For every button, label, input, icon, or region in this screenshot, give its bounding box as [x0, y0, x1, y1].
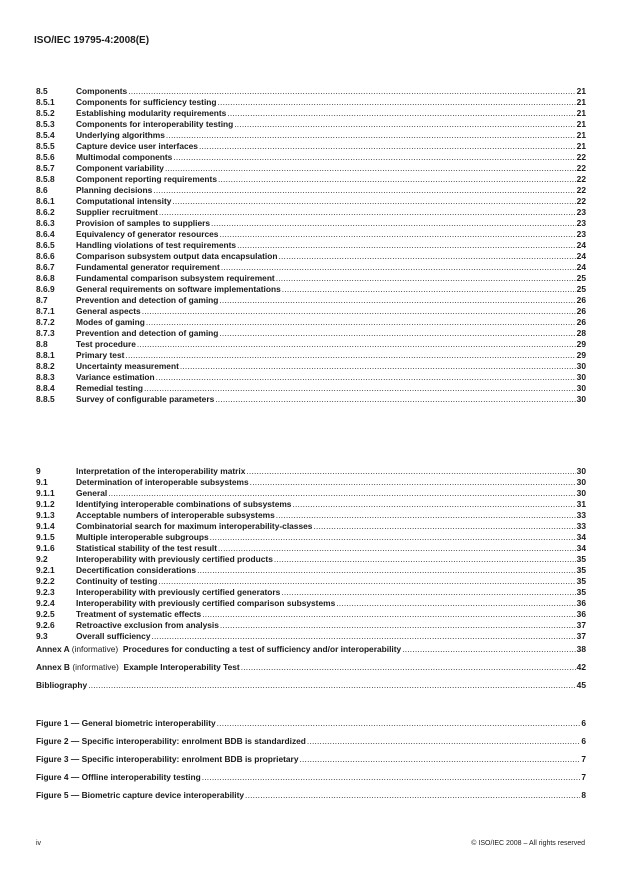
toc-entry[interactable] — [36, 218, 586, 229]
figure-title: Figure 4 — Offline interoperability testing — [36, 772, 201, 782]
copyright-notice: © ISO/IEC 2008 – All rights reserved — [471, 840, 585, 847]
toc-annex-entry[interactable] — [36, 640, 586, 658]
dot-leader — [274, 554, 576, 565]
dot-leader — [202, 609, 575, 620]
figure-title: Figure 3 — Specific interoperability: enrolment BDB is proprietary — [36, 754, 299, 764]
section-title: Fundamental comparison subsystem requirement — [76, 273, 275, 283]
section-title: Component variability — [76, 163, 164, 173]
dot-leader — [276, 273, 576, 284]
section-number: 8.7.3 — [36, 328, 55, 338]
toc-entry[interactable] — [36, 295, 586, 306]
section-title: Statistical stability of the test result — [76, 543, 218, 553]
page-number: 33 — [576, 510, 586, 520]
section-title: Identifying interoperable combinations of subsystems — [76, 499, 292, 509]
figure-entry[interactable] — [36, 714, 586, 732]
section-title: Interpretation of the interoperability matrix — [76, 466, 246, 476]
page-number: 36 — [576, 609, 586, 619]
page-number: 23 — [576, 229, 586, 239]
dot-leader — [218, 174, 576, 185]
page-number: 22 — [576, 152, 586, 162]
section-title: Prevention and detection of gaming — [76, 328, 219, 338]
dot-leader — [227, 108, 575, 119]
section-number: 9.2.1 — [36, 565, 55, 575]
section-title: Handling violations of test requirements — [76, 240, 237, 250]
section-number: 8.6.5 — [36, 240, 55, 250]
annex-title — [36, 640, 401, 658]
dot-leader — [217, 714, 581, 732]
section-number: 8.5.1 — [36, 97, 55, 107]
section-title: Decertification considerations — [76, 565, 197, 575]
section-title: Interoperability with previously certified comparison subsystems — [76, 598, 336, 608]
dot-leader — [88, 676, 575, 694]
section-number: 8.8.2 — [36, 361, 55, 371]
dot-leader — [218, 97, 576, 108]
page-number: 22 — [576, 174, 586, 184]
annex-label: Bibliography — [36, 680, 88, 690]
dot-leader — [166, 130, 576, 141]
toc-entry[interactable] — [36, 609, 586, 620]
document-header: ISO/IEC 19795-4:2008(E) — [34, 35, 150, 46]
figure-title: Figure 5 — Biometric capture device interoperability — [36, 790, 245, 800]
page-number: 21 — [576, 141, 586, 151]
section-title: Interoperability with previously certified products — [76, 554, 273, 564]
toc-entry[interactable] — [36, 339, 586, 350]
annex-title — [36, 676, 87, 694]
section-number: 9.1.1 — [36, 488, 55, 498]
toc-section-8 — [36, 86, 586, 405]
dot-leader — [125, 350, 575, 361]
section-title: General — [76, 488, 108, 498]
section-number: 9.1.3 — [36, 510, 55, 520]
section-number: 8.5.3 — [36, 119, 55, 129]
toc-entry[interactable] — [36, 97, 586, 108]
toc-entry[interactable] — [36, 207, 586, 218]
dot-leader — [221, 262, 576, 273]
section-number: 8.6.2 — [36, 207, 55, 217]
figure-entry[interactable] — [36, 732, 586, 750]
figure-title: Figure 2 — Specific interoperability: enrolment BDB is standardized — [36, 736, 306, 746]
toc-entry[interactable] — [36, 499, 586, 510]
toc-entry[interactable] — [36, 108, 586, 119]
toc-entry[interactable] — [36, 565, 586, 576]
section-number: 9.1 — [36, 477, 48, 487]
section-number: 8.8.1 — [36, 350, 55, 360]
page-number: 6 — [581, 736, 586, 746]
page-number: 35 — [576, 576, 586, 586]
figure-entry[interactable] — [36, 750, 586, 768]
toc-entry[interactable] — [36, 306, 586, 317]
dot-leader — [219, 328, 575, 339]
toc-entry[interactable] — [36, 466, 586, 477]
toc-annex-entry[interactable] — [36, 676, 586, 694]
dot-leader — [172, 196, 575, 207]
section-title: Uncertainty measurement — [76, 361, 179, 371]
page-number: 7 — [581, 754, 586, 764]
toc-entry[interactable] — [36, 130, 586, 141]
section-title: Establishing modularity requirements — [76, 108, 227, 118]
annex-name: Example Interoperability Test — [123, 662, 240, 672]
page-number: 7 — [581, 772, 586, 782]
toc-entry[interactable] — [36, 620, 586, 631]
page-number: iv — [36, 840, 42, 847]
section-title: Components for sufficiency testing — [76, 97, 217, 107]
annex-label: Annex A — [36, 644, 70, 654]
toc-section-9 — [36, 466, 586, 642]
page-number: 34 — [576, 532, 586, 542]
section-title: Combinatorial search for maximum interoperability-classes — [76, 521, 313, 531]
toc-entry[interactable] — [36, 251, 586, 262]
dot-leader — [241, 658, 576, 676]
section-number: 9.1.6 — [36, 543, 55, 553]
section-title: Primary test — [76, 350, 125, 360]
section-title: Overall sufficiency — [76, 631, 151, 641]
section-number: 9.2.2 — [36, 576, 55, 586]
section-title: Supplier recruitment — [76, 207, 158, 217]
page-number: 36 — [576, 598, 586, 608]
toc-entry[interactable] — [36, 521, 586, 532]
dot-leader — [282, 284, 576, 295]
dot-leader — [218, 543, 576, 554]
page-number: 25 — [576, 284, 586, 294]
dot-leader — [210, 532, 576, 543]
toc-entry[interactable] — [36, 510, 586, 521]
section-number: 9.2.4 — [36, 598, 55, 608]
dot-leader — [219, 229, 575, 240]
toc-entry[interactable] — [36, 273, 586, 284]
dot-leader — [245, 786, 580, 804]
toc-entry[interactable] — [36, 488, 586, 499]
section-title: Components — [76, 86, 128, 96]
dot-leader — [144, 383, 576, 394]
section-title: Continuity of testing — [76, 576, 158, 586]
dot-leader — [313, 521, 575, 532]
page-number: 45 — [576, 680, 586, 690]
section-title: Planning decisions — [76, 185, 153, 195]
toc-entry[interactable] — [36, 587, 586, 598]
page-number: 38 — [576, 644, 586, 654]
page-number: 21 — [576, 108, 586, 118]
section-title: Variance estimation — [76, 372, 155, 382]
section-title: Multiple interoperable subgroups — [76, 532, 209, 542]
section-number: 8.6.3 — [36, 218, 55, 228]
toc-entry[interactable] — [36, 598, 586, 609]
section-title: Survey of configurable parameters — [76, 394, 215, 404]
dot-leader — [307, 732, 580, 750]
section-title: Computational intensity — [76, 196, 172, 206]
page-number: 33 — [576, 521, 586, 531]
dot-leader — [199, 141, 576, 152]
section-title: Multimodal components — [76, 152, 173, 162]
dot-leader — [299, 750, 580, 768]
annex-title — [36, 658, 240, 676]
dot-leader — [202, 768, 581, 786]
section-number: 9.1.5 — [36, 532, 55, 542]
page-number: 23 — [576, 218, 586, 228]
section-number: 9 — [36, 466, 41, 476]
toc-entry[interactable] — [36, 394, 586, 405]
page-number: 22 — [576, 196, 586, 206]
dot-leader — [165, 163, 576, 174]
toc-entry[interactable] — [36, 372, 586, 383]
page-number: 37 — [576, 620, 586, 630]
toc-entry[interactable] — [36, 317, 586, 328]
section-title: Underlying algorithms — [76, 130, 165, 140]
page-number: 26 — [576, 317, 586, 327]
toc-entry[interactable] — [36, 196, 586, 207]
page-number: 30 — [576, 466, 586, 476]
toc-entry[interactable] — [36, 152, 586, 163]
dot-leader — [220, 620, 576, 631]
section-title: Acceptable numbers of interoperable subsystems — [76, 510, 275, 520]
dot-leader — [159, 207, 576, 218]
page-number: 23 — [576, 207, 586, 217]
page-number: 29 — [576, 339, 586, 349]
section-number: 9.2.5 — [36, 609, 55, 619]
toc-entry[interactable] — [36, 350, 586, 361]
dot-leader — [237, 240, 576, 251]
section-number: 8.6 — [36, 185, 48, 195]
section-number: 8.6.9 — [36, 284, 55, 294]
page-number: 35 — [576, 587, 586, 597]
page-number: 28 — [576, 328, 586, 338]
page-number: 21 — [576, 130, 586, 140]
page-number: 22 — [576, 185, 586, 195]
section-title: Modes of gaming — [76, 317, 145, 327]
toc-entry[interactable] — [36, 383, 586, 394]
dot-leader — [402, 640, 575, 658]
page-number: 30 — [576, 383, 586, 393]
toc-entry[interactable] — [36, 543, 586, 554]
section-number: 8.6.8 — [36, 273, 55, 283]
section-number: 9.1.4 — [36, 521, 55, 531]
page-number: 26 — [576, 306, 586, 316]
dot-leader — [128, 86, 575, 97]
dot-leader — [279, 251, 576, 262]
dot-leader — [146, 317, 576, 328]
section-title: Provision of samples to suppliers — [76, 218, 211, 228]
section-number: 8.5.7 — [36, 163, 55, 173]
section-title: Fundamental generator requirement — [76, 262, 220, 272]
page-number: 24 — [576, 262, 586, 272]
toc-entry[interactable] — [36, 119, 586, 130]
dot-leader — [173, 152, 575, 163]
page-number: 21 — [576, 97, 586, 107]
annex-label: Annex B — [36, 662, 70, 672]
section-title: Components for interoperability testing — [76, 119, 234, 129]
section-number: 8.5 — [36, 86, 48, 96]
toc-entry[interactable] — [36, 477, 586, 488]
section-number: 8.8 — [36, 339, 48, 349]
dot-leader — [211, 218, 576, 229]
toc-entry[interactable] — [36, 141, 586, 152]
section-title: General requirements on software implementations — [76, 284, 281, 294]
page-number: 30 — [576, 361, 586, 371]
page-number: 21 — [576, 86, 586, 96]
page-number: 37 — [576, 631, 586, 641]
annex-qualifier: (informative) — [71, 644, 119, 654]
section-number: 8.8.3 — [36, 372, 55, 382]
toc-entry[interactable] — [36, 174, 586, 185]
dot-leader — [180, 361, 576, 372]
section-number: 8.6.4 — [36, 229, 55, 239]
page-number: 24 — [576, 240, 586, 250]
section-title: Equivalency of generator resources — [76, 229, 219, 239]
section-number: 8.5.2 — [36, 108, 55, 118]
toc-entry[interactable] — [36, 86, 586, 97]
section-number: 8.5.8 — [36, 174, 55, 184]
page-number: 6 — [581, 718, 586, 728]
section-number: 9.1.2 — [36, 499, 55, 509]
section-number: 9.3 — [36, 631, 48, 641]
page-number: 31 — [576, 499, 586, 509]
section-number: 8.6.6 — [36, 251, 55, 261]
section-number: 9.2.6 — [36, 620, 55, 630]
dot-leader — [281, 587, 575, 598]
toc-entry[interactable] — [36, 163, 586, 174]
page-number: 42 — [576, 662, 586, 672]
section-title: Treatment of systematic effects — [76, 609, 202, 619]
toc-entry[interactable] — [36, 240, 586, 251]
toc-entry[interactable] — [36, 576, 586, 587]
toc-entry[interactable] — [36, 532, 586, 543]
section-title: Remedial testing — [76, 383, 144, 393]
annex-name: Procedures for conducting a test of sufficiency and/or interoperability — [122, 644, 402, 654]
dot-leader — [142, 306, 576, 317]
toc-entry[interactable] — [36, 554, 586, 565]
page-number: 35 — [576, 565, 586, 575]
dot-leader — [153, 185, 575, 196]
dot-leader — [215, 394, 575, 405]
page-number: 29 — [576, 350, 586, 360]
dot-leader — [250, 477, 576, 488]
section-number: 8.5.4 — [36, 130, 55, 140]
section-number: 8.8.5 — [36, 394, 55, 404]
toc-annex-entry[interactable] — [36, 658, 586, 676]
dot-leader — [336, 598, 575, 609]
section-number: 8.6.1 — [36, 196, 55, 206]
toc-entry[interactable] — [36, 361, 586, 372]
page-number: 25 — [576, 273, 586, 283]
dot-leader — [156, 372, 576, 383]
section-number: 8.7.1 — [36, 306, 55, 316]
page-number: 30 — [576, 477, 586, 487]
page-number: 24 — [576, 251, 586, 261]
section-number: 8.6.7 — [36, 262, 55, 272]
page-number: 8 — [581, 790, 586, 800]
section-number: 8.5.5 — [36, 141, 55, 151]
page-number: 26 — [576, 295, 586, 305]
page-number: 35 — [576, 554, 586, 564]
section-number: 8.8.4 — [36, 383, 55, 393]
figure-entry[interactable] — [36, 768, 586, 786]
section-number: 8.7.2 — [36, 317, 55, 327]
section-title: Prevention and detection of gaming — [76, 295, 219, 305]
figure-title: Figure 1 — General biometric interoperability — [36, 718, 216, 728]
section-title: Determination of interoperable subsystems — [76, 477, 249, 487]
section-title: Capture device user interfaces — [76, 141, 198, 151]
dot-leader — [246, 466, 575, 477]
section-title: Interoperability with previously certified generators — [76, 587, 281, 597]
dot-leader — [137, 339, 576, 350]
dot-leader — [234, 119, 575, 130]
dot-leader — [197, 565, 576, 576]
toc-annexes — [36, 640, 586, 694]
section-number: 8.5.6 — [36, 152, 55, 162]
toc-entry[interactable] — [36, 328, 586, 339]
dot-leader — [158, 576, 575, 587]
toc-entry[interactable] — [36, 229, 586, 240]
page-number: 30 — [576, 372, 586, 382]
section-number: 9.2 — [36, 554, 48, 564]
section-number: 9.2.3 — [36, 587, 55, 597]
toc-entry[interactable] — [36, 284, 586, 295]
toc-entry[interactable] — [36, 262, 586, 273]
page-number: 34 — [576, 543, 586, 553]
list-of-figures — [36, 714, 586, 804]
section-title: Retroactive exclusion from analysis — [76, 620, 219, 630]
dot-leader — [276, 510, 576, 521]
section-title: Comparison subsystem output data encapsulation — [76, 251, 278, 261]
page-number: 30 — [576, 488, 586, 498]
page-number: 21 — [576, 119, 586, 129]
toc-entry[interactable] — [36, 185, 586, 196]
section-title: General aspects — [76, 306, 141, 316]
section-title: Test procedure — [76, 339, 136, 349]
section-number: 8.7 — [36, 295, 48, 305]
section-title: Component reporting requirements — [76, 174, 217, 184]
dot-leader — [292, 499, 575, 510]
dot-leader — [108, 488, 575, 499]
dot-leader — [219, 295, 575, 306]
annex-qualifier: (informative) — [72, 662, 119, 672]
page-number: 22 — [576, 163, 586, 173]
figure-entry[interactable] — [36, 786, 586, 804]
page-number: 30 — [576, 394, 586, 404]
